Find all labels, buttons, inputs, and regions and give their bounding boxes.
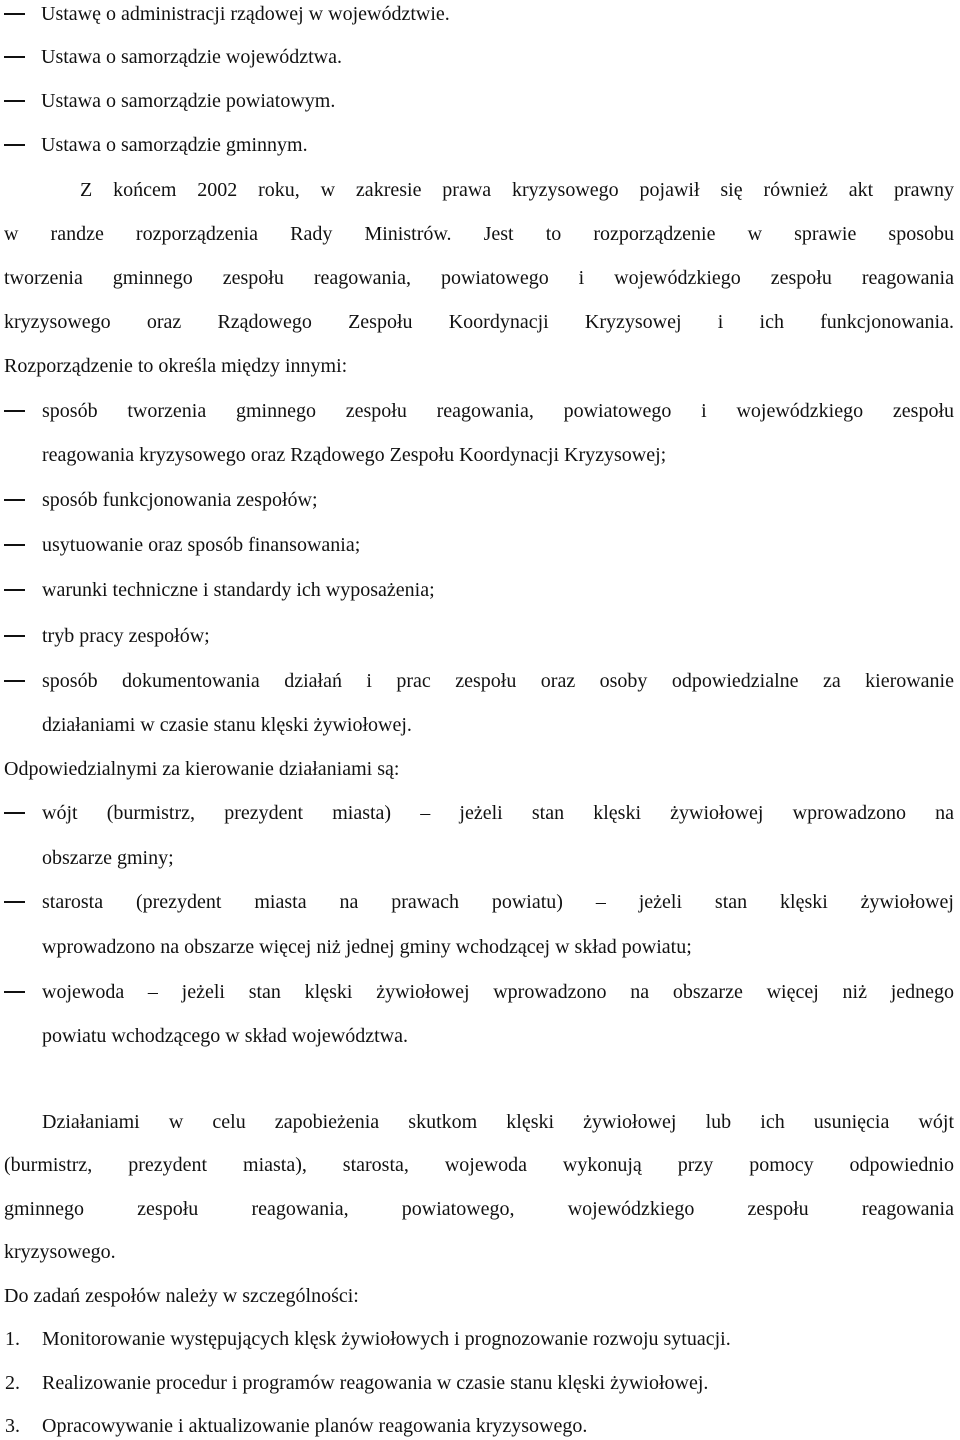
dash-bullet [4, 499, 25, 501]
list-item-text: działaniami w czasie stanu klęski żywiołowej. [42, 714, 412, 736]
paragraph-text: Do zadań zespołów należy w szczególności: [4, 1285, 359, 1307]
list-item [0, 980, 960, 1004]
list-item-text: wojewoda – jeżeli stan klęski żywiołowej wprowadzono na obszarze więcej niż jednego [42, 981, 954, 1003]
list-item-text: warunki techniczne i standardy ich wyposażenia; [42, 579, 435, 601]
list-item-continuation [0, 713, 960, 737]
dash-bullet [4, 544, 25, 546]
paragraph-line [0, 178, 960, 202]
list-item-continuation [0, 1024, 960, 1048]
list-item [0, 669, 960, 693]
dash-bullet [4, 13, 25, 15]
paragraph-text: Działaniami w celu zapobieżenia skutkom klęski żywiołowej lub ich usunięcia wójt [42, 1111, 954, 1133]
list-item [0, 624, 960, 648]
numbered-list-item [0, 1327, 960, 1351]
paragraph-text: tworzenia gminnego zespołu reagowania, powiatowego i wojewódzkiego zespołu reagowania [4, 267, 954, 289]
list-item [0, 45, 960, 69]
paragraph-text: Rozporządzenie to określa między innymi: [4, 355, 348, 377]
list-item [0, 133, 960, 157]
list-number: 2. [5, 1372, 20, 1394]
list-item-continuation [0, 443, 960, 467]
list-number: 3. [5, 1415, 20, 1437]
list-item-text: tryb pracy zespołów; [42, 625, 210, 647]
dash-bullet [4, 144, 25, 146]
dash-bullet [4, 991, 25, 993]
dash-bullet [4, 589, 25, 591]
dash-bullet [4, 901, 25, 903]
paragraph-text: gminnego zespołu reagowania, powiatowego, wojewódzkiego zespołu reagowania [4, 1198, 954, 1220]
paragraph-text: (burmistrz, prezydent miasta), starosta, wojewoda wykonują przy pomocy odpowiednio [4, 1154, 954, 1176]
paragraph-text: w randze rozporządzenia Rady Ministrów. Jest to rozporządzenie w sprawie sposobu [4, 223, 954, 245]
list-item-continuation [0, 935, 960, 959]
list-item-text: Ustawa o samorządzie gminnym. [41, 134, 308, 156]
list-item-text: usytuowanie oraz sposób finansowania; [42, 534, 361, 556]
list-item-text: Realizowanie procedur i programów reagowania w czasie stanu klęski żywiołowej. [42, 1372, 709, 1394]
paragraph-line [0, 757, 960, 781]
dash-bullet [4, 410, 25, 412]
dash-bullet [4, 812, 25, 814]
list-item-text: Opracowywanie i aktualizowanie planów reagowania kryzysowego. [42, 1415, 588, 1437]
paragraph-line [0, 266, 960, 290]
paragraph-line [0, 1284, 960, 1308]
list-item [0, 801, 960, 825]
list-item-text: starosta (prezydent miasta na prawach powiatu) – jeżeli stan klęski żywiołowej [42, 891, 954, 913]
list-item [0, 399, 960, 423]
numbered-list-item [0, 1371, 960, 1395]
dash-bullet [4, 100, 25, 102]
paragraph-line [0, 310, 960, 334]
list-item-text: wójt (burmistrz, prezydent miasta) – jeżeli stan klęski żywiołowej wprowadzono na [42, 802, 954, 824]
list-item [0, 578, 960, 602]
paragraph-line [0, 354, 960, 378]
paragraph-line [0, 1110, 960, 1134]
paragraph-text: kryzysowego. [4, 1241, 116, 1263]
list-item [0, 2, 960, 26]
dash-bullet [4, 635, 25, 637]
paragraph-text: Odpowiedzialnymi za kierowanie działaniami są: [4, 758, 400, 780]
list-item [0, 533, 960, 557]
list-item-text: sposób funkcjonowania zespołów; [42, 489, 318, 511]
dash-bullet [4, 56, 25, 58]
list-item-text: sposób dokumentowania działań i prac zespołu oraz osoby odpowiedzialne za kierowanie [42, 670, 954, 692]
paragraph-line [0, 1240, 960, 1264]
list-item-text: sposób tworzenia gminnego zespołu reagowania, powiatowego i wojewódzkiego zespołu [42, 400, 954, 422]
list-number: 1. [5, 1328, 20, 1350]
list-item [0, 89, 960, 113]
list-item [0, 890, 960, 914]
paragraph-text: kryzysowego oraz Rządowego Zespołu Koordynacji Kryzysowej i ich funkcjonowania. [4, 311, 954, 333]
list-item-text: Monitorowanie występujących klęsk żywiołowych i prognozowanie rozwoju sytuacji. [42, 1328, 731, 1350]
list-item-text: powiatu wchodzącego w skład województwa. [42, 1025, 408, 1047]
list-item-text: wprowadzono na obszarze więcej niż jednej gminy wchodzącej w skład powiatu; [42, 936, 692, 958]
list-item-continuation [0, 846, 960, 870]
paragraph-line [0, 1197, 960, 1221]
list-item-text: obszarze gminy; [42, 847, 174, 869]
paragraph-text: Z końcem 2002 roku, w zakresie prawa kryzysowego pojawił się również akt prawny [80, 179, 954, 201]
list-item [0, 488, 960, 512]
list-item-text: reagowania kryzysowego oraz Rządowego Zespołu Koordynacji Kryzysowej; [42, 444, 667, 466]
list-item-text: Ustawa o samorządzie województwa. [41, 46, 342, 68]
paragraph-line [0, 222, 960, 246]
list-item-text: Ustawę o administracji rządowej w województwie. [41, 3, 450, 25]
paragraph-line [0, 1153, 960, 1177]
list-item-text: Ustawa o samorządzie powiatowym. [41, 90, 336, 112]
dash-bullet [4, 680, 25, 682]
numbered-list-item [0, 1414, 960, 1438]
